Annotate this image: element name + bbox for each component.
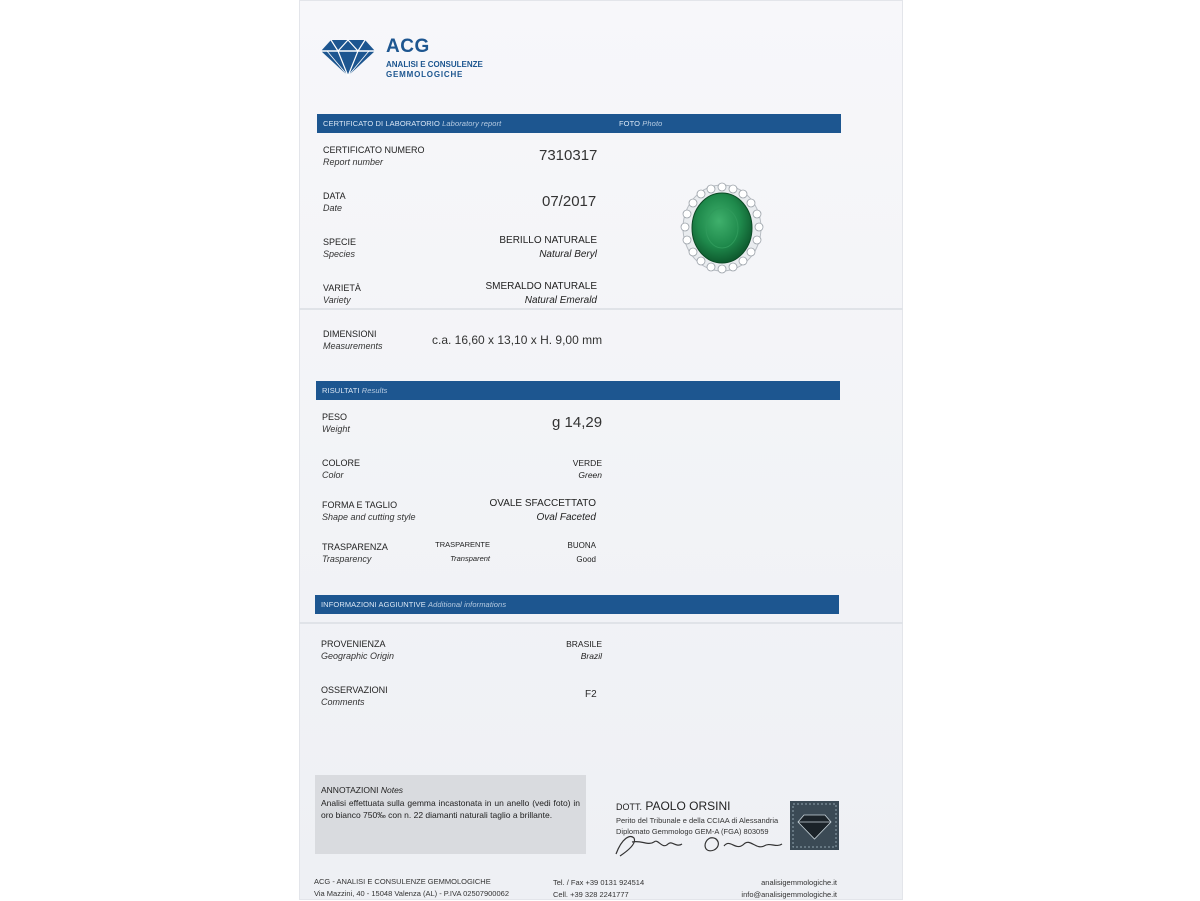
fold-line [299,622,903,624]
color-label: COLORE Color [322,458,361,480]
variety-label: VARIETÀ Variety [323,283,361,305]
comments-label: OSSERVAZIONI Comments [321,685,388,707]
report-number-label: CERTIFICATO NUMERO Report number [323,145,425,167]
variety-value: SMERALDO NATURALE Natural Emerald [485,281,597,306]
section-bar-results: RISULTATI Results [316,381,840,400]
species-value: BERILLO NATURALE Natural Beryl [499,235,597,260]
hologram-seal-icon [790,801,839,850]
shape-label: FORMA E TAGLIO Shape and cutting style [322,500,416,522]
weight-label: PESO Weight [322,412,350,434]
comments-value: F2 [585,689,597,700]
brand-name: ACG [386,36,430,57]
dimensions-label: DIMENSIONI Measurements [323,329,383,351]
footer-phone: Tel. / Fax +39 0131 924514 Cell. +39 328 2241777 [553,878,645,899]
date-value: 07/2017 [542,193,597,210]
shape-value: OVALE SFACCETTATO Oval Faceted [489,498,596,523]
footer-web: analisigemmologiche.it info@analisigemmologiche.it [741,878,837,899]
transparency-label: TRASPARENZA Trasparency [322,542,388,564]
brand-subtitle: ANALISI E CONSULENZE GEMMOLOGICHE [386,60,483,79]
notes-box: ANNOTAZIONI Notes Analisi effettuata sulla gemma incastonata in un anello (vedi foto) in oro bianco 750‰ con n. 22 diamanti naturali taglio a brillante. [315,775,586,854]
notes-text: Analisi effettuata sulla gemma incastonata in un anello (vedi foto) in oro bianco 750‰ con n. 22 diamanti naturali taglio a brillante. [321,798,580,820]
dimensions-value: c.a. 16,60 x 13,10 x H. 9,00 mm [432,333,603,347]
date-label: DATA Date [323,191,346,213]
section-bar-additional-info: INFORMAZIONI AGGIUNTIVE Additional informations [315,595,839,614]
emerald-ring-photo [680,182,764,274]
diamond-logo-icon [319,38,377,78]
handwritten-signature-icon [612,828,787,860]
signatory-name: DOTT. PAOLO ORSINI [616,799,731,813]
transparency-value-2: BUONA Good [567,541,596,564]
origin-value: BRASILE Brazil [566,639,602,661]
report-number-value: 7310317 [539,147,598,164]
origin-label: PROVENIENZA Geographic Origin [321,639,395,661]
weight-value: g 14,29 [552,414,603,431]
footer-company: ACG - ANALISI E CONSULENZE GEMMOLOGICHE Via Mazzini, 40 - 15048 Valenza (AL) - P.IVA 02507900062 [314,877,509,898]
species-label: SPECIE Species [323,237,357,259]
section-bar-lab-report: CERTIFICATO DI LABORATORIO Laboratory report FOTO Photo [317,114,841,133]
color-value: VERDE Green [572,458,602,480]
transparency-value-1: TRASPARENTE Transparent [435,540,490,563]
signatory-credentials: Perito del Tribunale e della CCIAA di Alessandria Diplomato Gemmologo GEM-A (FGA) 803059 [616,816,779,836]
certificate-sheet [299,0,903,900]
fold-line [299,308,903,310]
